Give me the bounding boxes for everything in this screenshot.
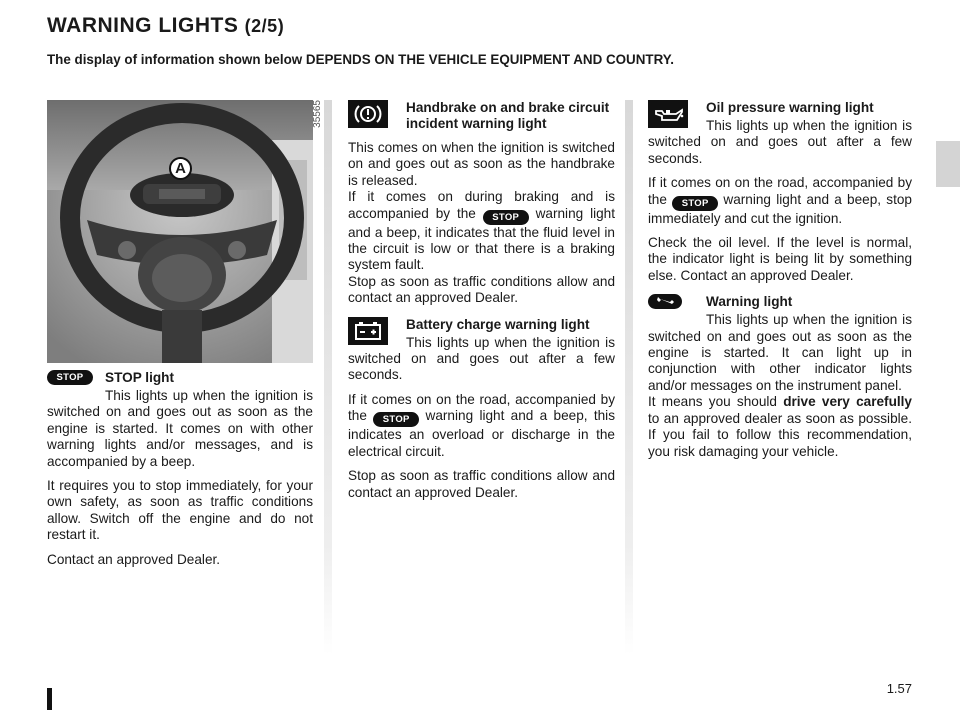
- wrench-icon: [648, 294, 682, 309]
- column-1: [47, 370, 313, 568]
- page-subtitle: The display of information shown below DEPENDS ON THE VEHICLE EQUIPMENT AND COUNTRY.: [47, 52, 674, 67]
- service-warning-text-2: [648, 394, 912, 460]
- oil-pressure-paragraph-1a: If it comes on on the road, accompanied by the: [648, 175, 912, 207]
- oil-can-icon: [648, 100, 688, 128]
- battery-paragraph-1a: If it comes on on the road, accompanied by the: [348, 391, 615, 424]
- column-divider-left: [324, 100, 332, 655]
- handbrake-text-2: [348, 189, 615, 274]
- steering-wheel-illustration: [47, 100, 313, 363]
- stop-light-title: STOP light: [105, 370, 174, 385]
- battery-paragraph-1: [348, 392, 615, 460]
- battery-title: Battery charge warning light: [406, 316, 590, 332]
- steering-wheel-photo: [47, 100, 313, 363]
- service-warning-emphasis: drive very carefully: [783, 394, 912, 410]
- column-divider-right: [625, 100, 633, 655]
- page-marker-bar: [47, 688, 52, 710]
- title-part: (2/5): [244, 16, 285, 36]
- column-2: [348, 100, 615, 501]
- oil-pressure-paragraph-1b: warning light and a beep, stop immediately and cut the ignition.: [648, 191, 912, 226]
- handbrake-text-3: Stop as soon as traffic conditions allow and contact an approved Dealer.: [348, 273, 615, 306]
- stop-light-paragraph-2: Contact an approved Dealer.: [47, 551, 221, 567]
- column-3: [648, 100, 912, 460]
- handbrake-text-2b: warning light and a beep, it indicates that the fluid level in the circuit is low or that there is a braking system fault.: [348, 205, 616, 273]
- service-warning-text-2c: to an approved dealer as soon as possible. If you fail to follow this recommendation, you risk damaging your vehicle.: [648, 410, 912, 459]
- brake-warning-icon: [348, 100, 388, 128]
- service-warning-title: Warning light: [706, 294, 793, 310]
- oil-pressure-paragraph-2: Check the oil level. If the level is normal, the indicator light is being lit by something else. Contact an approved Dealer.: [648, 235, 912, 283]
- section-tab: [936, 141, 960, 187]
- oil-pressure-entry: [648, 100, 912, 284]
- handbrake-text-2a: If it comes on during braking and is accompanied by the: [348, 189, 615, 221]
- image-reference-code: 35565: [312, 100, 323, 128]
- service-warning-lead: This lights up when the ignition is switched on and goes out as soon as the engine is started. It can light up in conjunction with other indicator lights and/or messages on the instrument panel.: [648, 312, 912, 393]
- stop-icon: STOP: [483, 210, 529, 225]
- stop-icon: STOP: [672, 196, 718, 211]
- stop-light-paragraph-1: It requires you to stop immediately, for your own safety, as soon as traffic conditions allow. Switch off the engine and do not restart it.: [47, 478, 313, 543]
- battery-paragraph-2: Stop as soon as traffic conditions allow and contact an approved Dealer.: [348, 468, 615, 500]
- stop-light-lead: This lights up when the ignition is switched on and goes out as soon as the engine is started. It comes on with other warning lights and/or messages, and is accompanied by a beep.: [47, 388, 313, 469]
- stop-icon: STOP: [47, 370, 93, 385]
- handbrake-title: Handbrake on and brake circuit incident warning light: [406, 100, 610, 132]
- battery-paragraph-1b: warning light and a beep, this indicates an overload or discharge in the electrical circuit.: [348, 408, 616, 459]
- service-warning-text-2a: It means you should: [648, 394, 777, 410]
- oil-pressure-paragraph-1: [648, 175, 912, 227]
- title-text: WARNING LIGHTS: [47, 14, 239, 37]
- battery-icon: [348, 317, 388, 345]
- stop-light-entry: [47, 370, 313, 470]
- stop-icon: STOP: [373, 412, 419, 427]
- callout-a: A: [169, 157, 192, 180]
- battery-lead: This lights up when the ignition is switched on and goes out after a few seconds.: [348, 334, 615, 383]
- handbrake-entry: [348, 100, 615, 307]
- page-title: [47, 14, 284, 38]
- oil-pressure-title: Oil pressure warning light: [706, 100, 874, 115]
- battery-entry: [348, 317, 615, 501]
- oil-pressure-lead: This lights up when the ignition is switched on and goes out after a few seconds.: [648, 118, 912, 166]
- page-number: 1.57: [886, 681, 912, 696]
- handbrake-text-1: This comes on when the ignition is switched on and goes out as soon as the handbrake is released.: [348, 140, 615, 188]
- service-warning-entry: [648, 294, 912, 460]
